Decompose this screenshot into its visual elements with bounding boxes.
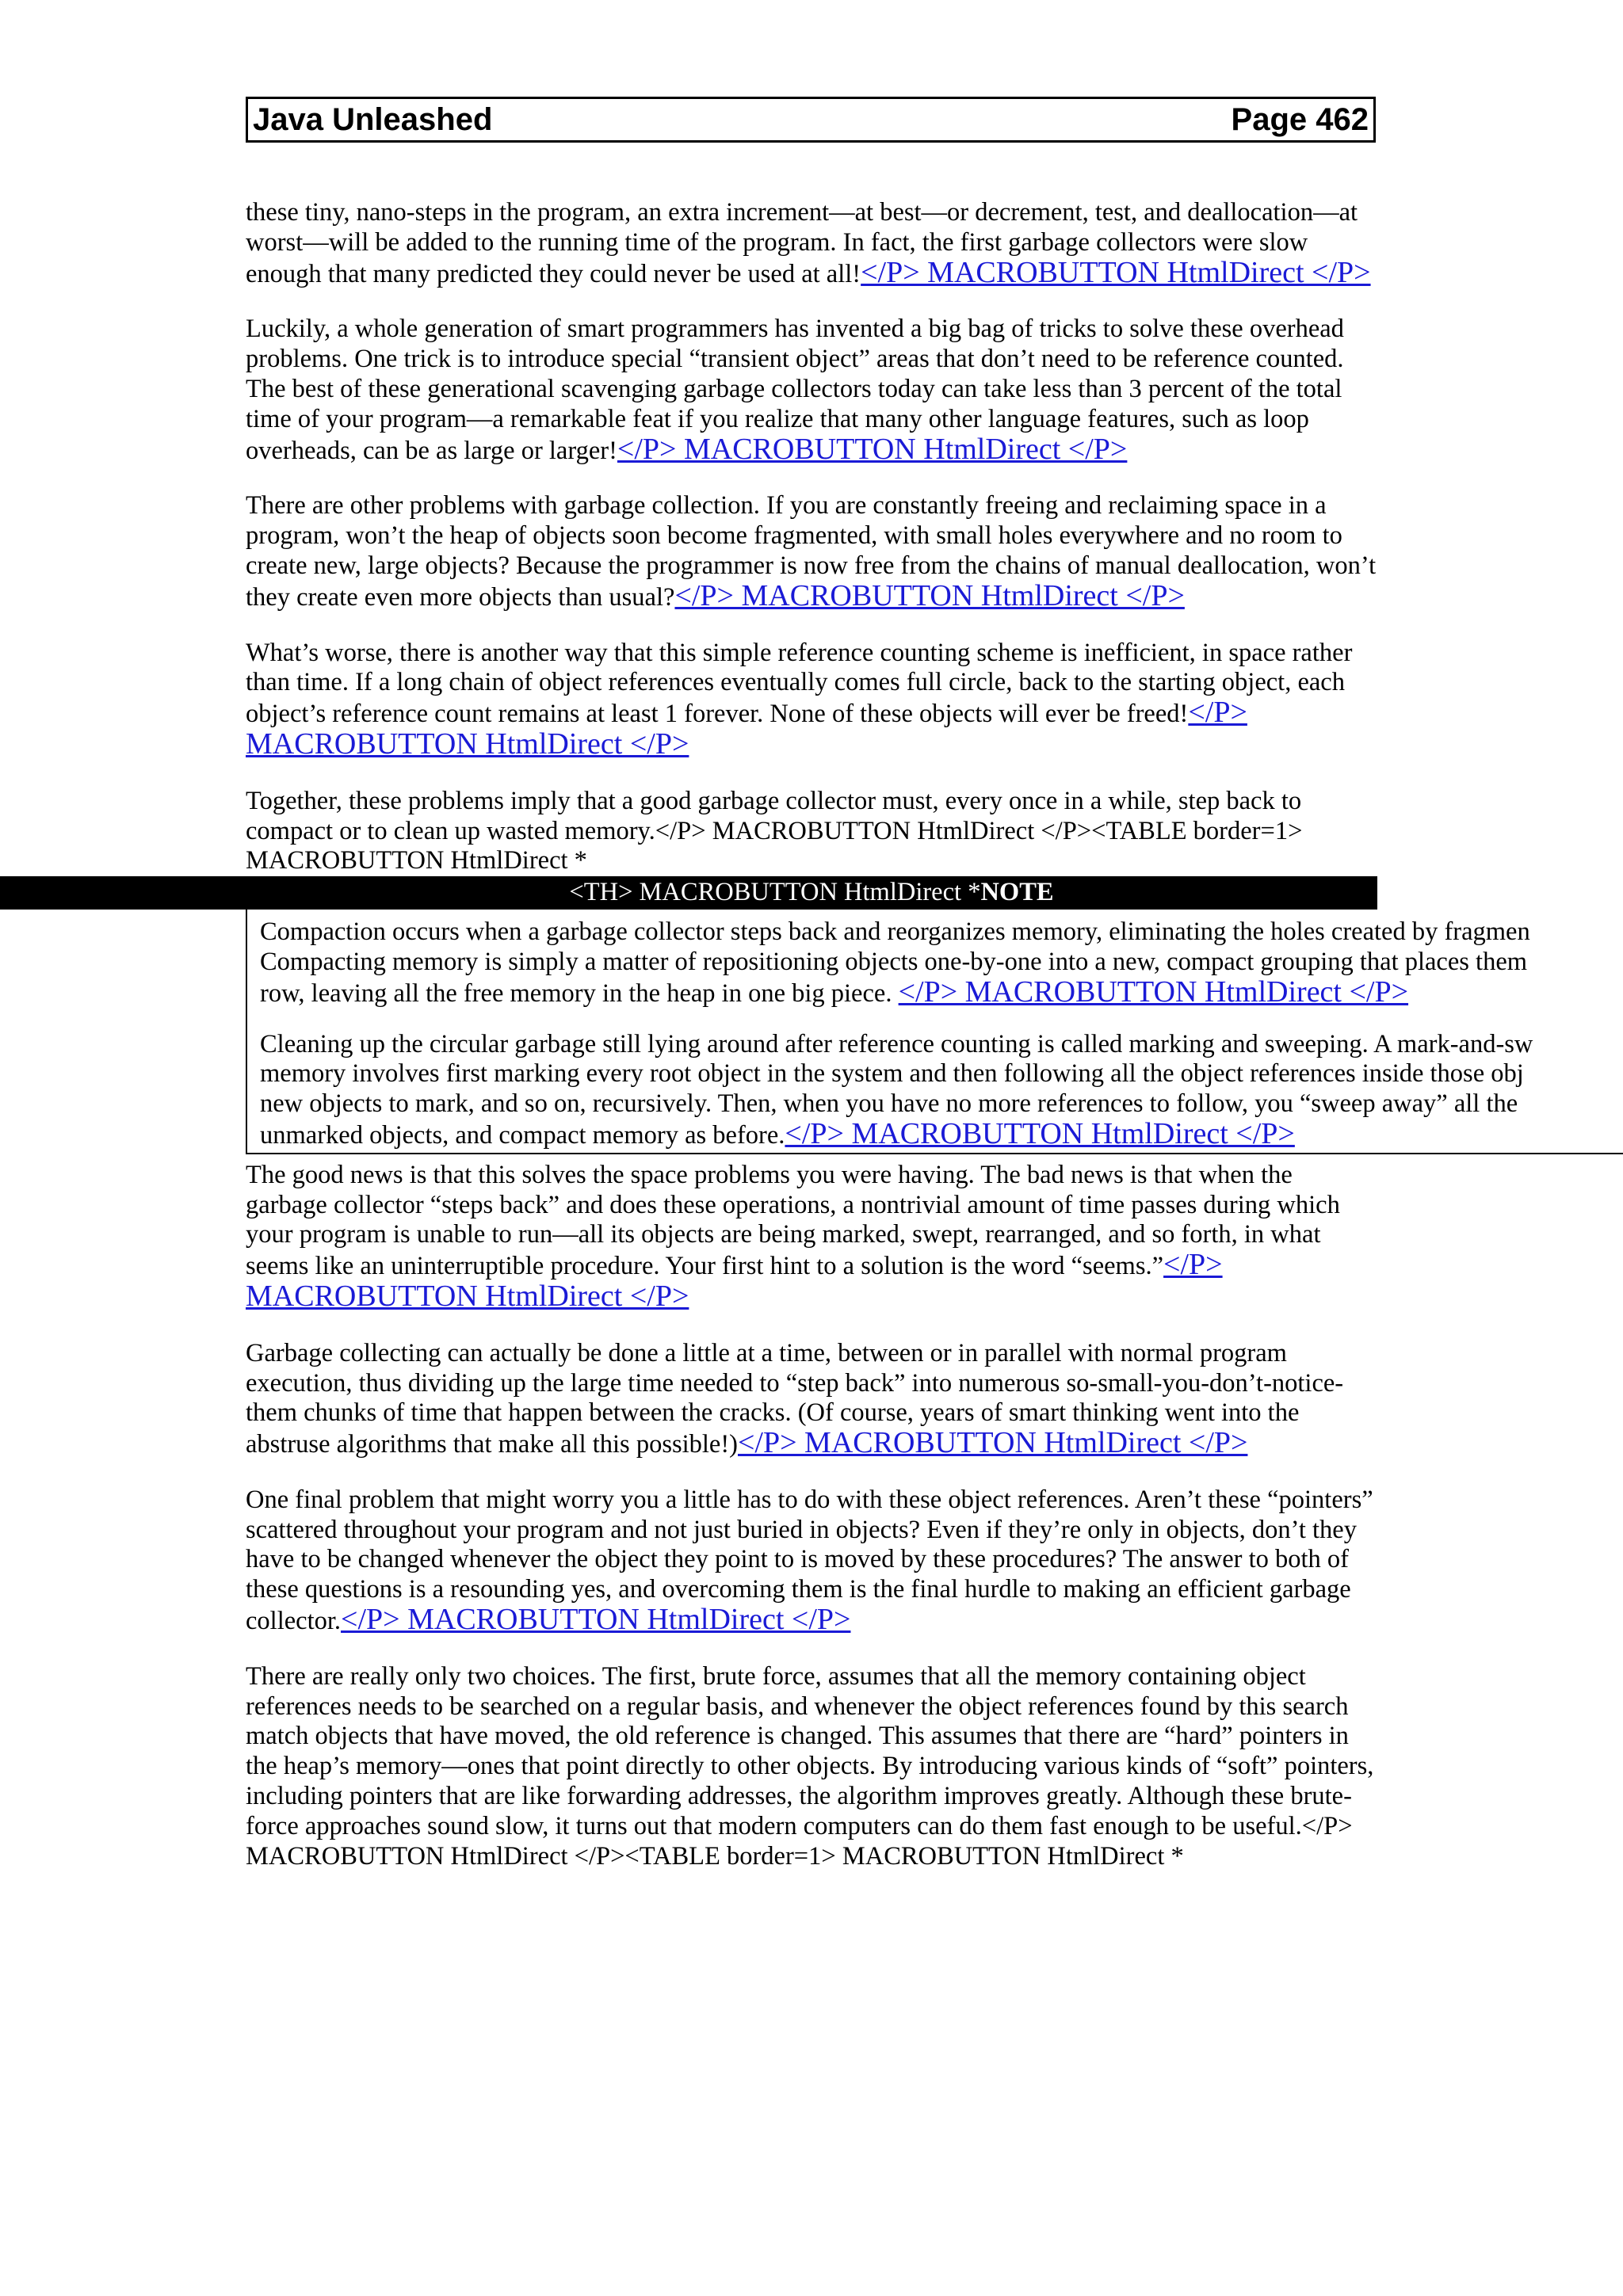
note-table-body bbox=[246, 910, 1623, 1154]
html-direct-link[interactable]: </P> MACROBUTTON HtmlDirect </P> bbox=[246, 1248, 1223, 1313]
paragraph-text: these tiny, nano-steps in the program, an extra increment—at best—or decrement, test, and deallocation—at worst—will be added to the running time of the program. In fact, the first garbage collectors were slow enough that many predicted they could never be used at all! bbox=[246, 198, 1358, 288]
note-paragraph bbox=[260, 917, 1623, 1009]
html-direct-link[interactable]: </P> MACROBUTTON HtmlDirect </P> bbox=[617, 432, 1128, 466]
paragraph bbox=[246, 639, 1379, 761]
html-direct-link[interactable]: </P> MACROBUTTON HtmlDirect </P> bbox=[246, 696, 1247, 761]
note-header-prefix: <TH> MACROBUTTON HtmlDirect * bbox=[569, 878, 981, 907]
paragraph-text: The good news is that this solves the space problems you were having. The bad news is that when the garbage collector “steps back” and does these operations, a nontrivial amount of time passes during which your program is unable to run—all its objects are being marked, swept, rearranged, and so forth, in what seems like an uninterruptible procedure. Your first hint to a solution is the word “seems.” bbox=[246, 1160, 1340, 1281]
note-line: unmarked objects, and compact memory as before. bbox=[260, 1120, 785, 1150]
html-direct-link[interactable]: </P> MACROBUTTON HtmlDirect </P> bbox=[898, 974, 1409, 1009]
paragraph-text: There are other problems with garbage collection. If you are constantly freeing and reclaiming space in a program, won’t the heap of objects soon become fragmented, with small holes everywhere and no room to create new, large objects? Because the programmer is now free from the chains of manual deallocation, won’t they create even more objects than usual? bbox=[246, 491, 1377, 612]
note-line: Compaction occurs when a garbage collector steps back and reorganizes memory, eliminating the holes created by fragmen bbox=[260, 917, 1530, 947]
paragraph-text: What’s worse, there is another way that this simple reference counting scheme is inefficient, in space rather than time. If a long chain of object references eventually comes full circle, back to the starting object, each object’s reference count remains at least 1 forever. None of these objects will ever be freed! bbox=[246, 638, 1353, 729]
paragraph-text: Luckily, a whole generation of smart programmers has invented a big bag of tricks to solve these overhead problems. One trick is to introduce special “transient object” areas that don’t need to be reference counted. The best of these generational scavenging garbage collectors today can take less than 3 percent of the total time of your program—a remarkable feat if you realize that many other language features, such as loop overheads, can be as large or larger! bbox=[246, 315, 1344, 465]
note-table bbox=[246, 876, 1623, 1154]
paragraph bbox=[246, 1161, 1379, 1314]
paragraph bbox=[246, 787, 1379, 876]
note-header-label: NOTE bbox=[980, 878, 1054, 907]
note-line: Compacting memory is simply a matter of repositioning objects one-by-one into a new, compact grouping that places them bbox=[260, 947, 1528, 976]
html-direct-link[interactable]: </P> MACROBUTTON HtmlDirect </P> bbox=[341, 1603, 851, 1637]
html-direct-link[interactable]: </P> MACROBUTTON HtmlDirect </P> bbox=[738, 1426, 1248, 1460]
paragraph bbox=[246, 198, 1379, 289]
html-direct-link[interactable]: </P> MACROBUTTON HtmlDirect </P> bbox=[785, 1116, 1295, 1150]
page-number: Page 462 bbox=[1231, 101, 1369, 137]
paragraph bbox=[246, 491, 1379, 612]
book-title: Java Unleashed bbox=[253, 101, 493, 137]
note-line: Cleaning up the circular garbage still lying around after reference counting is called marking and sweeping. A mark-and-sw bbox=[260, 1029, 1533, 1058]
note-line: new objects to mark, and so on, recursively. Then, when you have no more references to follow, you “sweep away” all the bbox=[260, 1089, 1518, 1119]
note-line: row, leaving all the free memory in the heap in one big piece. bbox=[260, 978, 899, 1008]
note-line: memory involves first marking every root object in the system and then following all the object references inside those obj bbox=[260, 1059, 1524, 1089]
paragraph bbox=[246, 1339, 1379, 1460]
paragraph bbox=[246, 1662, 1379, 1872]
paragraph-text: Garbage collecting can actually be done a little at a time, between or in parallel with normal program execution, thus dividing up the large time needed to “step back” into numerous so-small-you-don’t-notice-them chunks of time that happen between the cracks. (Of course, years of smart thinking went into the abstruse algorithms that make all this possible!) bbox=[246, 1338, 1344, 1459]
note-table-header bbox=[0, 876, 1377, 910]
paragraph-text: There are really only two choices. The first, brute force, assumes that all the memory containing object references needs to be searched on a regular basis, and whenever the object references found by this search match objects that have moved, the old reference is changed. This assumes that there are “hard” pointers in the heap’s memory—ones that point directly to other objects. By introducing various kinds of “soft” pointers, including pointers that are like forwarding addresses, the algorithm improves greatly. Although these brute-force approaches sound slow, it turns out that modern computers can do them fast enough to be useful.</P> MACROBUTTON HtmlDirect </P><TABLE border=1> MACROBUTTON HtmlDirect * bbox=[246, 1661, 1374, 1871]
page-header bbox=[246, 97, 1376, 143]
html-direct-link[interactable]: </P> MACROBUTTON HtmlDirect </P> bbox=[861, 255, 1371, 289]
html-direct-link[interactable]: </P> MACROBUTTON HtmlDirect </P> bbox=[674, 578, 1185, 612]
paragraph-text: Together, these problems imply that a good garbage collector must, every once in a while, step back to compact or to clean up wasted memory.</P> MACROBUTTON HtmlDirect </P><TABLE border=1> MACROBUTTON HtmlDirect * bbox=[246, 786, 1303, 875]
paragraph bbox=[246, 1486, 1379, 1637]
paragraph bbox=[246, 315, 1379, 466]
note-paragraph bbox=[260, 1030, 1623, 1151]
document-body bbox=[246, 198, 1533, 1897]
paragraph-text: One final problem that might worry you a little has to do with these object references. Aren’t these “pointers” scattered throughout your program and not just buried in objects? Even if they’re only in objects, don’t they have to be changed whenever the object they point to is moved by these procedures? The answer to both of these questions is a resounding yes, and overcoming them is the final hurdle to making an efficient garbage collector. bbox=[246, 1485, 1373, 1636]
